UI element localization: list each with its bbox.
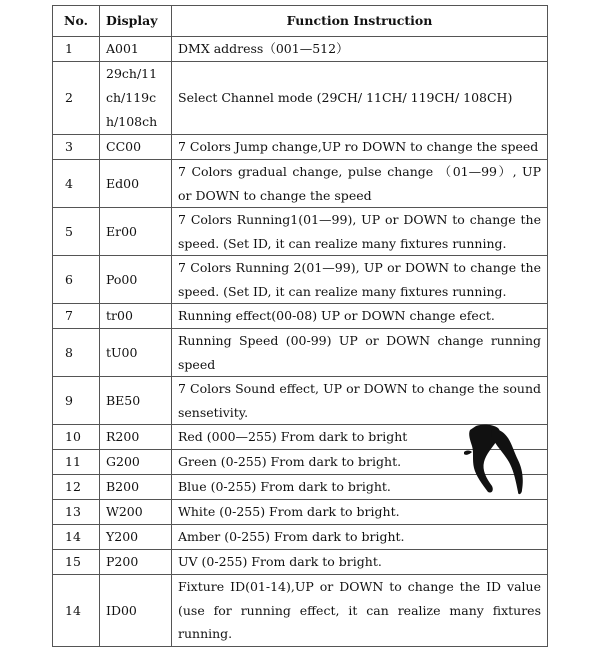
- row-function: DMX address（001—512）: [172, 37, 548, 62]
- display-line: h/108ch: [106, 114, 158, 129]
- row-function: 7 Colors Sound effect, UP or DOWN to change the sound sensetivity.: [172, 377, 548, 425]
- row-no: 8: [53, 329, 100, 377]
- row-function: Select Channel mode (29CH/ 11CH/ 119CH/ 108CH): [172, 62, 548, 135]
- table-row: [53, 525, 548, 550]
- row-display: W200: [100, 500, 172, 525]
- row-no: 4: [53, 160, 100, 208]
- row-function: 7 Colors Running1(01—99), UP or DOWN to change the speed. (Set ID, it can realize many fixtures running.: [172, 208, 548, 256]
- table-row: [53, 135, 548, 160]
- row-function: 7 Colors gradual change, pulse change （01—99）, UP or DOWN to change the speed: [172, 160, 548, 208]
- table-row: [53, 550, 548, 575]
- row-display: Y200: [100, 525, 172, 550]
- table-row: [53, 304, 548, 329]
- table-row: [53, 37, 548, 62]
- display-line: ch/119c: [106, 90, 157, 105]
- table-row: [53, 377, 548, 425]
- table-row: [53, 575, 548, 647]
- row-no: 3: [53, 135, 100, 160]
- header-function: Function Instruction: [172, 6, 548, 37]
- row-display: A001: [100, 37, 172, 62]
- row-no: 14: [53, 525, 100, 550]
- row-display: ID00: [100, 575, 172, 647]
- row-no: 9: [53, 377, 100, 425]
- row-function: 7 Colors Running 2(01—99), UP or DOWN to change the speed. (Set ID, it can realize many fixtures running.: [172, 256, 548, 304]
- row-display: B200: [100, 475, 172, 500]
- table-header-row: [53, 6, 548, 37]
- header-display: Display: [100, 6, 172, 37]
- row-function: Amber (0-255) From dark to bright.: [172, 525, 548, 550]
- row-function: Fixture ID(01-14),UP or DOWN to change the ID value (use for running effect, it can realize many fixtures running.: [172, 575, 548, 647]
- row-display: Ed00: [100, 160, 172, 208]
- row-display: CC00: [100, 135, 172, 160]
- row-display: tr00: [100, 304, 172, 329]
- row-no: 10: [53, 425, 100, 450]
- row-no: 12: [53, 475, 100, 500]
- table-row: [53, 62, 548, 135]
- row-function: Green (0-255) From dark to bright.: [172, 450, 548, 475]
- row-no: 14: [53, 575, 100, 647]
- row-function: White (0-255) From dark to bright.: [172, 500, 548, 525]
- display-line: 29ch/11: [106, 66, 158, 81]
- table-row: [53, 160, 548, 208]
- row-no: 15: [53, 550, 100, 575]
- table-row: [53, 208, 548, 256]
- row-no: 2: [53, 62, 100, 135]
- row-no: 1: [53, 37, 100, 62]
- table-row: [53, 329, 548, 377]
- row-no: 6: [53, 256, 100, 304]
- row-display: Er00: [100, 208, 172, 256]
- row-display: G200: [100, 450, 172, 475]
- header-no: No.: [53, 6, 100, 37]
- row-display: BE50: [100, 377, 172, 425]
- row-no: 5: [53, 208, 100, 256]
- row-function: Blue (0-255) From dark to bright.: [172, 475, 548, 500]
- table-row: [53, 500, 548, 525]
- row-no: 11: [53, 450, 100, 475]
- row-no: 7: [53, 304, 100, 329]
- row-display: Po00: [100, 256, 172, 304]
- row-function: Running Speed (00-99) UP or DOWN change running speed: [172, 329, 548, 377]
- row-display: P200: [100, 550, 172, 575]
- table-row: [53, 256, 548, 304]
- row-function: Running effect(00-08) UP or DOWN change efect.: [172, 304, 548, 329]
- row-no: 13: [53, 500, 100, 525]
- row-function: 7 Colors Jump change,UP ro DOWN to change the speed: [172, 135, 548, 160]
- row-display: R200: [100, 425, 172, 450]
- function-table: [52, 5, 548, 647]
- legs-silhouette-icon: [462, 424, 530, 496]
- row-function: UV (0-255) From dark to bright.: [172, 550, 548, 575]
- row-function: Red (000—255) From dark to bright: [172, 425, 548, 450]
- function-table-container: [52, 5, 547, 647]
- row-display: tU00: [100, 329, 172, 377]
- row-display: [100, 62, 172, 135]
